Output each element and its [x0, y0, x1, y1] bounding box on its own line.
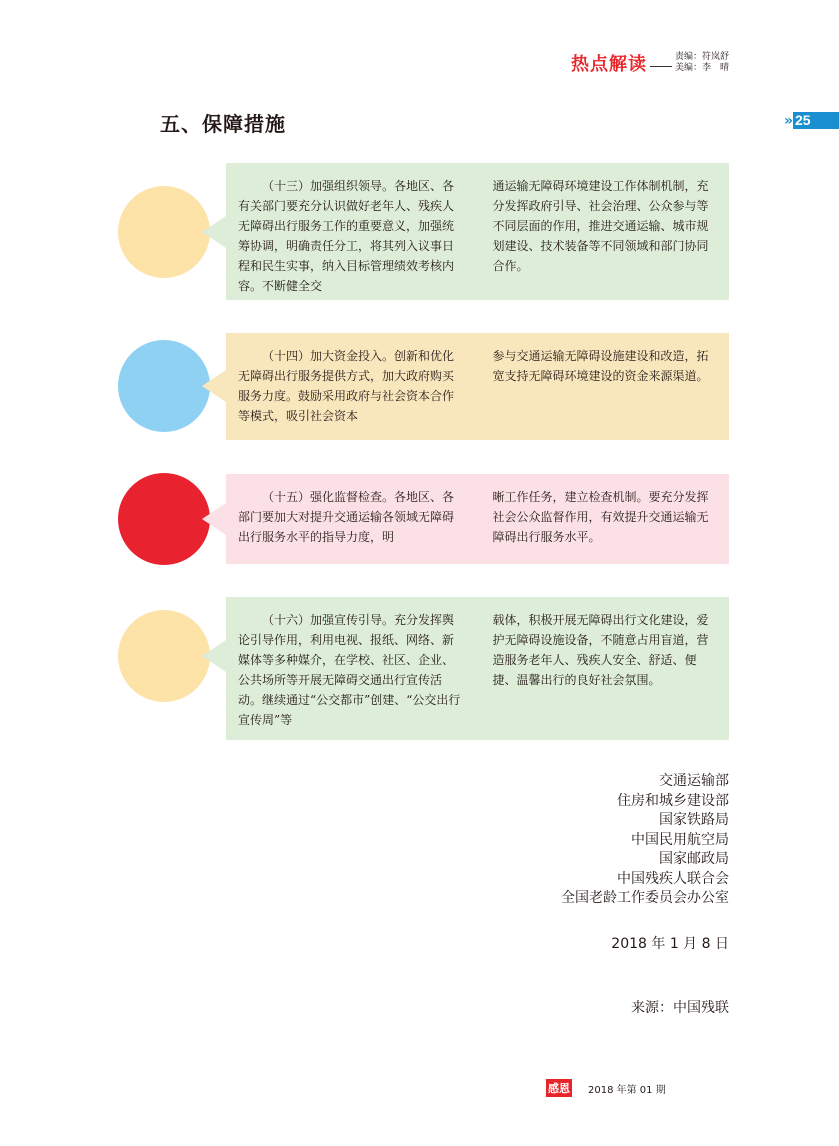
signatory: 国家铁路局: [659, 812, 729, 828]
header-divider: [650, 66, 672, 67]
pointer-triangle: [202, 503, 226, 535]
signatory-list: [561, 772, 729, 909]
measure-box-15: [226, 474, 729, 564]
measure-box-14: [226, 333, 729, 440]
issue-number: 2018 年第 01 期: [588, 1084, 666, 1096]
measure-text-left: （十六）加强宣传引导。充分发挥舆论引导作用，利用电视、报纸、网络、新媒体等多种媒介，在学校、社区、企业、公共场所等开展无障碍交通出行宣传活动。继续通过“公交都市”创建、“公交出行宣传周”等: [238, 613, 461, 727]
signatory: 国家邮政局: [659, 851, 729, 867]
decorative-circle: [118, 186, 210, 278]
magazine-logo: 感恩: [546, 1079, 572, 1097]
measure-box-13: [226, 163, 729, 300]
signatory: 全国老龄工作委员会办公室: [561, 890, 729, 906]
pointer-triangle: [202, 370, 226, 402]
section-title: 五、保障措施: [160, 112, 286, 136]
decorative-circle: [118, 473, 210, 565]
measure-text-right: 参与交通运输无障碍设施建设和改造，拓宽支持无障碍环境建设的资金来源渠道。: [492, 349, 709, 383]
double-chevron-icon: »: [783, 112, 793, 129]
page-number-tab: [779, 112, 839, 129]
signatory: 中国民用航空局: [631, 831, 729, 848]
pointer-triangle: [202, 640, 226, 672]
signatory: 中国残疾人联合会: [617, 870, 729, 887]
measure-text-right: 载体，积极开展无障碍出行文化建设，爱护无障碍设施设备，不随意占用盲道，营造服务老年人、残疾人安全、舒适、便捷、温馨出行的良好社会氛围。: [492, 613, 709, 687]
header-credits: [675, 52, 729, 74]
decorative-circle: [118, 340, 210, 432]
pointer-triangle: [202, 216, 226, 248]
measure-text-right: 通运输无障碍环境建设工作体制机制，充分发挥政府引导、社会治理、公众参与等不同层面的作用，推进交通运输、城市规划建设、技术装备等不同领域和部门协同合作。: [492, 179, 709, 273]
source-credit: 来源：中国残联: [631, 1000, 729, 1016]
measure-box-16: [226, 597, 729, 740]
decorative-circle: [118, 610, 210, 702]
designer-credit: 美编：李 晴: [674, 63, 729, 73]
document-date: 2018 年 1 月 8 日: [611, 936, 729, 952]
editor-credit: 责编：符岚舒: [674, 52, 729, 62]
measure-text-left: （十四）加大资金投入。创新和优化无障碍出行服务提供方式，加大政府购买服务力度。鼓励采用政府与社会资本合作等模式，吸引社会资本: [238, 349, 455, 423]
signatory: 住房和城乡建设部: [617, 792, 729, 809]
signatory: 交通运输部: [659, 773, 729, 789]
column-title: 热点解读: [570, 54, 647, 75]
page-number: 25: [793, 112, 839, 129]
page-footer: [546, 1079, 666, 1097]
measure-text-left: （十五）强化监督检查。各地区、各部门要加大对提升交通运输各领域无障碍出行服务水平的指导力度，明: [238, 490, 455, 544]
page-header: [571, 50, 729, 76]
measure-text-right: 晰工作任务，建立检查机制。要充分发挥社会公众监督作用，有效提升交通运输无障碍出行服务水平。: [492, 490, 709, 544]
measure-text-left: （十三）加强组织领导。各地区、各有关部门要充分认识做好老年人、残疾人无障碍出行服务工作的重要意义，加强统筹协调，明确责任分工，将其列入议事日程和民生实事，纳入目标管理绩效考核内容。不断健全交: [238, 179, 455, 293]
